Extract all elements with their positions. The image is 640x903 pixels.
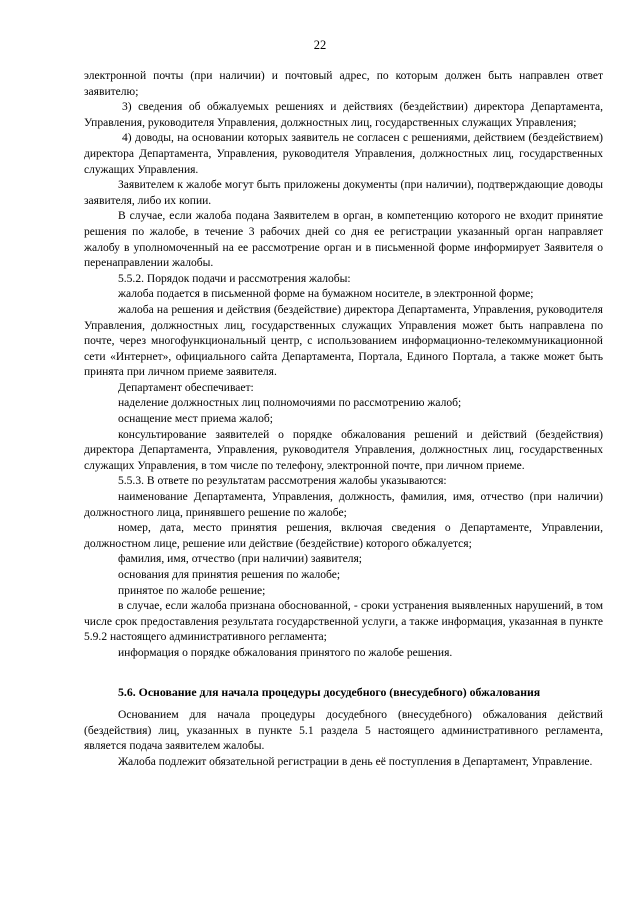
paragraph: Заявителем к жалобе могут быть приложены документы (при наличии), подтверждающие доводы заявителя, либо их копии. [84, 179, 603, 207]
paragraph: Департамент обеспечивает: [118, 381, 254, 394]
paragraph: информация о порядке обжалования принятого по жалобе решения. [118, 646, 453, 659]
paragraph: номер, дата, место принятия решения, включая сведения о Департаменте, Управлении, должностном лице, решение или действие (бездействие) которого обжалуется; [84, 522, 603, 550]
paragraph: в случае, если жалоба признана обоснованной, - сроки устранения выявленных нарушений, в том числе срок предоставления результата государственной услуги, а также информация, указанная в пункте 5.9.2 настоящего административного регламента; [84, 600, 603, 644]
paragraph: 5.5.3. В ответе по результатам рассмотрения жалобы указываются: [118, 475, 447, 488]
paragraph: 4) доводы, на основании которых заявитель не согласен с решениями, действием (бездействием) директора Департамента, Управления, руководителя Управления, должностных лиц, государственных служащих Управления. [84, 132, 603, 176]
paragraph: принятое по жалобе решение; [118, 584, 266, 597]
paragraph: жалоба на решения и действия (бездействие) директора Департамента, Управления, руководителя Управления, должностных лиц, государственных служащих Управления может быть направлена по почте, через многофункциональный центр, с использованием информационно-телекоммуникационной сети «Интернет», официального сайта Департамента, Портала, Единого Портала, а также может быть принята при личном приеме заявителя. [84, 303, 603, 379]
paragraph: Жалоба подлежит обязательной регистрации в день её поступления в Департамент, Управление. [118, 755, 593, 768]
paragraph: Основанием для начала процедуры досудебного (внесудебного) обжалования действий (бездействия) лиц, указанных в пункте 5.1 раздела 5 настоящего административного регламента, является подача заявителем жалобы. [84, 709, 603, 753]
paragraph: В случае, если жалоба подана Заявителем в орган, в компетенцию которого не входит принятие решения по жалобе, в течение 3 рабочих дней со дня ее регистрации указанный орган направляет жалобу в уполномоченный на ее рассмотрение орган и в письменной форме информирует Заявителя о перенаправлении жалобы. [84, 210, 603, 270]
paragraph: оснащение мест приема жалоб; [118, 413, 273, 426]
paragraph: фамилия, имя, отчество (при наличии) заявителя; [118, 553, 362, 566]
paragraph: наименование Департамента, Управления, должность, фамилия, имя, отчество (при наличии) должностного лица, принявшего решение по жалобе; [84, 491, 603, 519]
paragraph: электронной почты (при наличии) и почтовый адрес, по которым должен быть направлен ответ заявителю; [84, 70, 603, 98]
document-body [84, 69, 603, 771]
paragraph: консультирование заявителей о порядке обжалования решений и действий (бездействия) директора Департамента, Управления, руководителя Управления, должностных лиц, государственных служащих Управления, в том числе по телефону, электронной почте, при личном приеме. [84, 428, 603, 472]
paragraph: наделение должностных лиц полномочиями по рассмотрению жалоб; [118, 397, 462, 410]
paragraph: основания для принятия решения по жалобе; [118, 569, 341, 581]
paragraph: 3) сведения об обжалуемых решениях и действиях (бездействии) директора Департамента, Управления, руководителя Управления, должностных лиц, государственных служащих Управления; [84, 101, 603, 129]
page-number: 22 [313, 38, 327, 52]
paragraph: 5.5.2. Порядок подачи и рассмотрения жалобы: [118, 272, 351, 285]
section-heading: 5.6. Основание для начала процедуры досудебного (внесудебного) обжалования [118, 684, 541, 699]
paragraph: жалоба подается в письменной форме на бумажном носителе, в электронной форме; [118, 288, 534, 301]
